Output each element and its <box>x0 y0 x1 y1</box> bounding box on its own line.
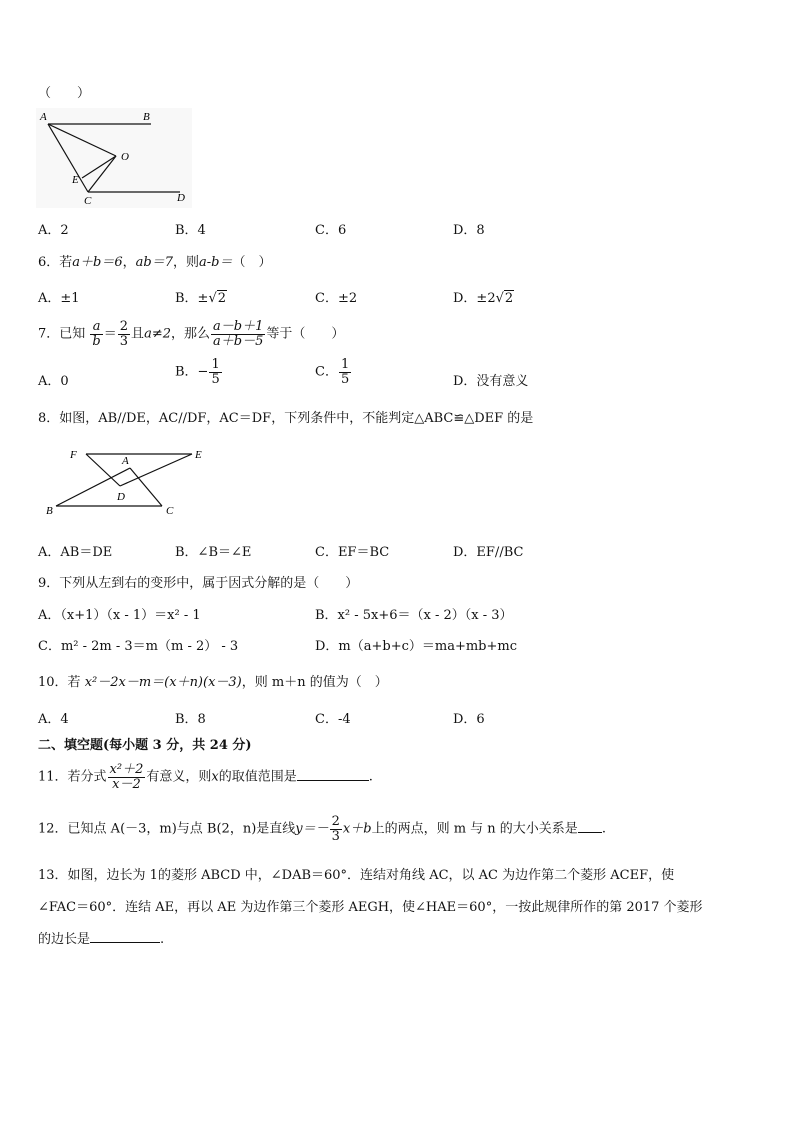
q5-option-d: D．8 <box>453 223 485 238</box>
q7-then: ，那么 <box>170 326 210 342</box>
q7-condition: a≠2 <box>144 326 171 342</box>
q10-equation: x²－2x－m＝(x＋n)(x－3) <box>84 675 242 690</box>
q6-separator: ， <box>122 255 136 270</box>
q8-label-e: E <box>195 449 202 461</box>
q11-end: . <box>368 769 373 785</box>
q6-condition-sum: a＋b＝6 <box>72 255 123 270</box>
q5-label-d: D <box>177 192 185 204</box>
q8-label-c: C <box>166 505 174 517</box>
q13-line-2: ∠FAC＝60°．连结 AE，再以 AE 为边作第三个菱形 AEGH，使∠HAE＝60°，一按此规律所作的第 2017 个菱形 <box>38 900 703 915</box>
q7-number: 7．已知 <box>38 326 86 342</box>
q6-option-b-radicand: 2 <box>217 291 227 306</box>
q6-then: ，则 <box>172 255 199 270</box>
q8-option-a: A．AB＝DE <box>38 545 113 560</box>
q5-option-b: B．4 <box>175 223 206 238</box>
q12-text: 12．已知点 A(－3，m)与点 B(2，n)是直线 <box>38 821 296 837</box>
q8-option-d: D．EF//BC <box>453 545 524 560</box>
q6-option-d-prefix: D．±2 <box>453 291 496 306</box>
q11-answer-blank[interactable] <box>297 780 369 781</box>
q8-figure <box>42 440 214 520</box>
q6-expression: a-b＝ <box>199 255 233 270</box>
q11-fraction: $\frac{\text{x²＋2}}{x-2}$ <box>109 762 144 792</box>
q10-stem <box>38 671 388 690</box>
q6-condition-product: ab＝7 <box>135 255 173 270</box>
q6-option-a: A．±1 <box>38 291 80 306</box>
q7-fraction-expression: $\frac{a-b+1}{a+b-5}$ <box>213 319 264 349</box>
q7-option-c-prefix: C． <box>315 364 338 380</box>
q6-option-b-prefix: B．± <box>175 291 209 306</box>
q9-option-a: A．（x+1）（x - 1）＝x² - 1 <box>38 608 201 623</box>
q8-stem: 8．如图，AB//DE，AC//DF，AC＝DF，下列条件中，不能判定△ABC≌△DEF 的是 <box>38 411 534 426</box>
q11-stem <box>38 763 373 791</box>
q6-paren: （ ） <box>232 255 272 270</box>
q8-label-a: A <box>122 455 129 467</box>
q5-label-o: O <box>121 151 129 163</box>
q8-line-ac <box>130 468 162 506</box>
q7-tail: 等于（ ） <box>266 326 345 342</box>
q6-number: 6．若 <box>38 255 73 270</box>
q12-equation-end: x＋b <box>342 821 372 837</box>
q13-end: . <box>160 932 165 947</box>
q7-equals: ＝ <box>103 326 117 342</box>
q8-label-b: B <box>46 505 53 517</box>
q13-line-1: 13．如图，边长为 1的菱形 ABCD 中，∠DAB＝60°．连结对角线 AC，以 AC 为边作第二个菱形 ACEF，使 <box>38 868 675 883</box>
q5-option-c: C．6 <box>315 223 347 238</box>
q9-stem: 9．下列从左到右的变形中，属于因式分解的是（ ） <box>38 576 359 591</box>
q7-option-b-fraction: $\frac{1}{5}$ <box>211 357 220 387</box>
q5-label-e: E <box>72 174 79 186</box>
q6-option-d-radicand: 2 <box>504 291 514 306</box>
section-heading: 二、填空题(每小题 3 分，共 24 分) <box>38 738 252 753</box>
q13-line-3 <box>38 928 164 947</box>
q5-label-a: A <box>40 111 47 123</box>
q6-option-d: D．±2√2 <box>453 291 514 306</box>
q8-option-c: C．EF＝BC <box>315 545 390 560</box>
q5-label-b: B <box>143 111 150 123</box>
q6-option-b: B．±√2 <box>175 291 227 306</box>
q10-number: 10．若 <box>38 675 81 690</box>
q8-label-f: F <box>70 449 77 461</box>
q5-figure <box>36 108 192 208</box>
q12-fraction: $\frac{2}{3}$ <box>331 814 340 844</box>
q10-option-b: B．8 <box>175 712 206 727</box>
q7-fraction-a-over-b: $\frac{a}{b}$ <box>92 319 101 349</box>
q8-line-de <box>120 454 192 486</box>
q9-option-b: B．x² - 5x+6＝（x - 2）（x - 3） <box>315 608 513 623</box>
q12-question: 上的两点，则 m 与 n 的大小关系是 <box>371 821 578 837</box>
q7-option-a: A．0 <box>38 374 69 389</box>
q11-meaning: 有意义，则 <box>146 769 212 785</box>
q5-option-a: A．2 <box>38 223 69 238</box>
q7-option-b <box>175 358 223 386</box>
q10-option-a: A．4 <box>38 712 69 727</box>
q5-label-c: C <box>84 195 92 207</box>
q7-option-b-prefix: B．− <box>175 364 209 380</box>
q13-answer-blank[interactable] <box>90 942 160 943</box>
q12-stem <box>38 815 606 843</box>
q7-and: 且 <box>131 326 145 342</box>
q9-option-c: C．m² - 2m - 3＝m（m - 2） - 3 <box>38 639 239 654</box>
q7-option-d: D．没有意义 <box>453 374 529 389</box>
q9-option-d: D．m（a+b+c）＝ma+mb+mc <box>315 639 518 654</box>
q8-label-d: D <box>117 491 125 503</box>
q6-stem <box>38 251 271 270</box>
q12-end: . <box>601 821 606 837</box>
q12-answer-blank[interactable] <box>578 832 602 833</box>
q6-option-c: C．±2 <box>315 291 358 306</box>
q7-stem <box>38 320 344 348</box>
q10-option-d: D．6 <box>453 712 485 727</box>
q11-variable: x <box>211 769 219 785</box>
q5-answer-paren: （ ） <box>38 86 91 101</box>
q11-number: 11．若分式 <box>38 769 107 785</box>
q11-question: 的取值范围是 <box>218 769 297 785</box>
q7-option-c-fraction: $\frac{1}{5}$ <box>340 357 350 387</box>
q13-text: 的边长是 <box>38 932 91 947</box>
q10-question: ，则 m＋n 的值为（ ） <box>241 675 388 690</box>
q7-fraction-two-thirds: $\frac{2}{3}$ <box>119 319 129 349</box>
q10-option-c: C．-4 <box>315 712 351 727</box>
q8-option-b: B．∠B＝∠E <box>175 545 252 560</box>
q7-option-c <box>315 358 352 386</box>
q12-equation-start: y＝－ <box>295 821 329 837</box>
